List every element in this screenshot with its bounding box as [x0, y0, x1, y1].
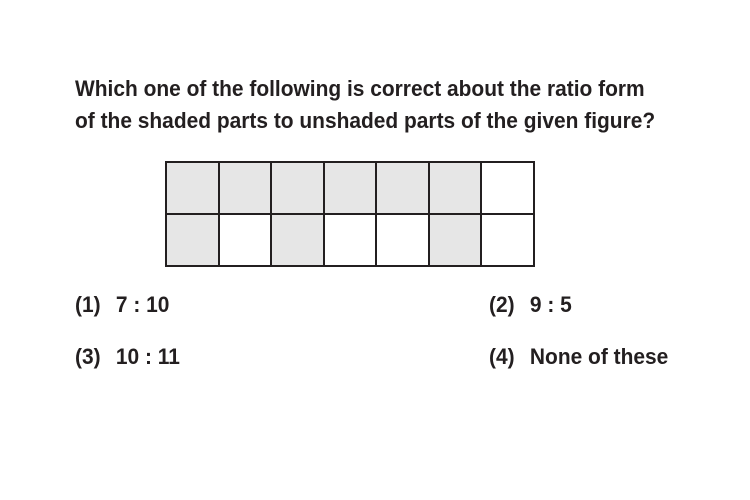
option-3-text: 10 : 11	[115, 344, 180, 369]
option-2[interactable]	[489, 292, 572, 318]
shaded-cell	[272, 215, 325, 267]
unshaded-cell	[482, 163, 535, 215]
shaded-cell	[377, 163, 430, 215]
option-4[interactable]	[489, 344, 668, 370]
shaded-cell	[430, 215, 483, 267]
shaded-cell	[220, 163, 273, 215]
shaded-cell	[430, 163, 483, 215]
option-4-number: (4)	[489, 344, 515, 369]
option-2-number: (2)	[489, 292, 515, 317]
shaded-cell	[325, 163, 378, 215]
option-4-text: None of these	[529, 344, 669, 369]
question-line-2: of the shaded parts to unshaded parts of the given figure?	[75, 108, 656, 133]
shaded-figure-grid	[165, 161, 535, 267]
option-3[interactable]	[75, 344, 180, 370]
option-3-number: (3)	[75, 344, 101, 369]
unshaded-cell	[325, 215, 378, 267]
option-1[interactable]	[75, 292, 169, 318]
option-2-text: 9 : 5	[529, 292, 572, 317]
shaded-cell	[167, 215, 220, 267]
option-1-number: (1)	[75, 292, 101, 317]
question-line-1: Which one of the following is correct about the ratio form	[75, 76, 645, 101]
unshaded-cell	[377, 215, 430, 267]
unshaded-cell	[220, 215, 273, 267]
option-1-text: 7 : 10	[115, 292, 170, 317]
question-text	[75, 73, 656, 137]
shaded-cell	[167, 163, 220, 215]
unshaded-cell	[482, 215, 535, 267]
shaded-cell	[272, 163, 325, 215]
